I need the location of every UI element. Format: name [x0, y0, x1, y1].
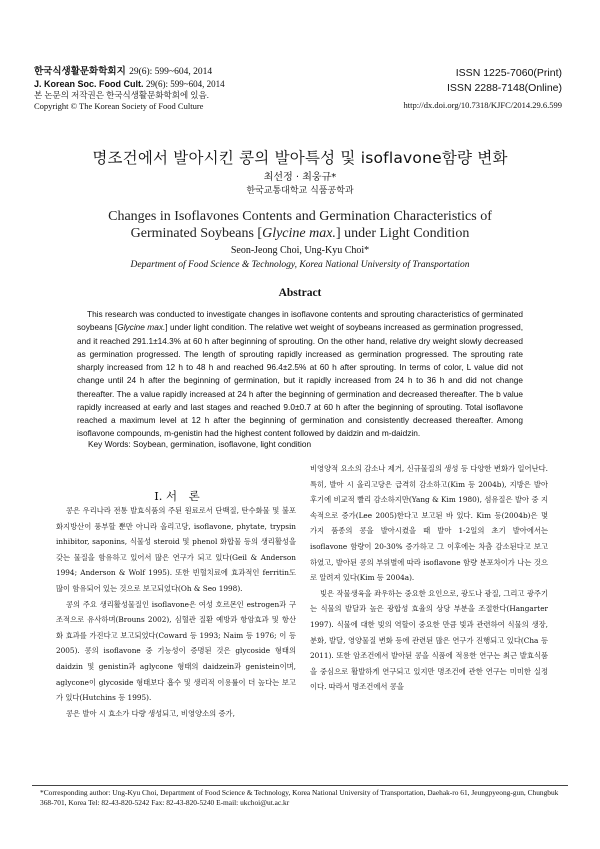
abstract-text-post: ] under light condition. The relative wet weight of soybeans increased as germination progressed, and it reached 291.1±14.3% at 60 h after beginning of sprouting. On the other hand, relative dry weight slowly decreased as germination progressed. The length of sprouting rapidly increased as germination progressed. The sprouting rate sharply increased from 12 h to 48 h and reached 96.4±2.5% at 60 h after sprouting. In terms of color, L value did not change until 24 h after the beginning of germination, but it rapidly increased from 24 h to 36 h and did not change thereafter. The a value rapidly increased at 24 h after the beginning of germination and decreased thereafter. The b value rapidly increased at early and last stages and reached 9.0±0.7 at 60 h after the beginning of sprouting. Total isoflavone reached a maximum level at 12 h after the beginning of germination and consistently decreased thereafter. Among isoflavone compounds, m-genistin had the highest content followed by daidzin and m-daidzin.: [77, 322, 523, 439]
paper-title-ko: 명조건에서 발아시킨 콩의 발아특성 및 isoflavone함량 변화: [92, 149, 508, 167]
body-column-left: [56, 503, 296, 721]
footnote-divider: [32, 785, 568, 786]
journal-name-en: J. Korean Soc. Food Cult.: [34, 79, 144, 89]
paragraph: 빛은 작물생육을 좌우하는 중요한 요인으로, 광도나 광질, 그리고 광주기는 식물의 발달과 높은 광합성 효율의 상당 부분을 조절한다(Hangarter 1997). 식물에 대한 빛의 역할이 중요한 만큼 빛과 관련하여 식물의 생장, 분화, 발달, 영양물질 변화 등에 관련된 많은 연구가 진행되고 있다(Cha 등 2011). 또한 암조건에서 발아된 콩을 식품에 적용한 연구는 최근 발효식품을 중심으로 활발하게 연구되고 있지만 명조건에 관한 연구는 미미한 실정이다. 따라서 명조건에서 콩을: [310, 588, 548, 692]
journal-volume-en: 29(6): 599~604, 2014: [146, 79, 225, 89]
journal-citation-en: [34, 78, 334, 90]
title-en-line2: [60, 225, 540, 242]
issn-online: ISSN 2288-7148(Online): [447, 82, 562, 94]
paper-title-en: [60, 208, 540, 242]
body-column-right: [310, 461, 548, 695]
title-en-line1: Changes in Isoflavones Contents and Germination Characteristics of: [108, 209, 492, 224]
section-heading-introduction: Ⅰ. 서 론: [154, 489, 200, 503]
keywords: Key Words: Soybean, germination, isoflavone, light condition: [88, 439, 312, 449]
corresponding-author-footnote: *Corresponding author: Ung-Kyu Choi, Department of Food Science & Technology, Korea National University of Transportation, Daehak-ro 61, Jeungpyeong-gun, Chungbuk 368-701, Korea Tel: 82-43-820-5242 Fax: 82-43-820-5240 E-mail: ukchoi@ut.ac.kr: [40, 788, 559, 807]
paragraph: 콩의 주요 생리활성물질인 isoflavone은 여성 호르몬인 estrogen과 구조적으로 유사하며(Brouns 2002), 심혈관 질환 예방과 항암효과 및 항산화 효과를 가진다고 보고되었다(Coward 등 1993; Naim 등 1976; 이 등 2005). 콩의 isoflavone 중 기능성이 증명된 것은 glycoside 형태의 daidzin 및 genistin과 aglycone 형태의 daidzein과 genistein이며, aglycone이 glycoside 형태보다 흡수 및 생리적 이용률이 더 높다는 보고가 있다(Hutchins 등 1995).: [56, 599, 296, 703]
abstract-species: Glycine max.: [117, 322, 166, 333]
affiliation-ko: 한국교통대학교 식품공학과: [246, 186, 354, 196]
journal-name-ko: 한국식생활문화학회지: [34, 66, 126, 77]
paragraph: 비영양적 요소의 감소나 제거, 신규물질의 생성 등 다양한 변화가 일어난다. 특히, 발아 시 올리고당은 급격히 감소하고(Kim 등 2004b), 지방은 발아 후기에 비교적 빨리 감소하지만(Yang & Kim 1980), 섬유질은 발아 중 지속적으로 증가(Lee 2005)한다고 보고된 바 있다. Kim 등(2004b)은 몇 가지 품종의 콩을 발아시켰을 때 발아 1-2일의 초기 발아에서는 isoflavone 함량이 20-30% 증가하고 그 이후에는 차츰 감소된다고 보고 하였고, 발아된 콩의 부위별에 따라 isoflavone 함량 분포차이가 나는 것으로 알려져 있다(Kim 등 2004a).: [310, 464, 548, 583]
abstract-heading: Abstract: [278, 287, 322, 299]
abstract-body: [77, 308, 523, 441]
journal-header: [34, 66, 334, 112]
copyright-en: Copyright © The Korean Society of Food Culture: [34, 101, 204, 111]
copyright-ko: 본 논문의 저작권은 한국식생활문화학회에 있음.: [34, 90, 209, 100]
abstract-text-pre: This research was conducted to investigate changes in isoflavone contents and sprouting characteristics of germinated soybeans [: [77, 309, 523, 333]
authors-en: Seon-Jeong Choi, Ung-Kyu Choi*: [230, 245, 370, 256]
journal-citation-ko: [34, 66, 334, 78]
title-en-species: Glycine max.: [262, 226, 336, 241]
journal-volume-ko: 29(6): 599~604, 2014: [129, 67, 213, 77]
title-en-line2-post: ] under Light Condition: [335, 226, 470, 241]
title-en-line2-pre: Germinated Soybeans [: [130, 226, 263, 241]
paragraph: 콩은 우리나라 전통 발효식품의 주된 원료로서 단백질, 탄수화물 및 불포화지방산이 풍부할 뿐만 아니라 올리고당, isoflavone, phytate, trypsin inhibitor, saponins, 식물성 steroid 및 phenol 화합물 등의 생리활성을 갖는 물질을 함유하고 있어서 많은 연구가 되고 있다(Geil & Anderson 1994; Anderson & Wolf 1995). 또한 빈혈치료에 효과적인 ferritin도 많이 함유되어 있는 것으로 보고되었다(Oh & Seo 1998).: [56, 506, 296, 593]
authors-ko: 최선정 · 최웅규*: [263, 172, 337, 183]
paragraph: 콩은 발아 시 효소가 다량 생성되고, 비영양소의 증가,: [66, 708, 235, 718]
affiliation-en: Department of Food Science & Technology, Korea National University of Transportation: [130, 260, 470, 270]
doi-link[interactable]: http://dx.doi.org/10.7318/KJFC/2014.29.6.599: [403, 100, 562, 110]
issn-block: [403, 66, 562, 112]
issn-print: ISSN 1225-7060(Print): [455, 67, 562, 79]
